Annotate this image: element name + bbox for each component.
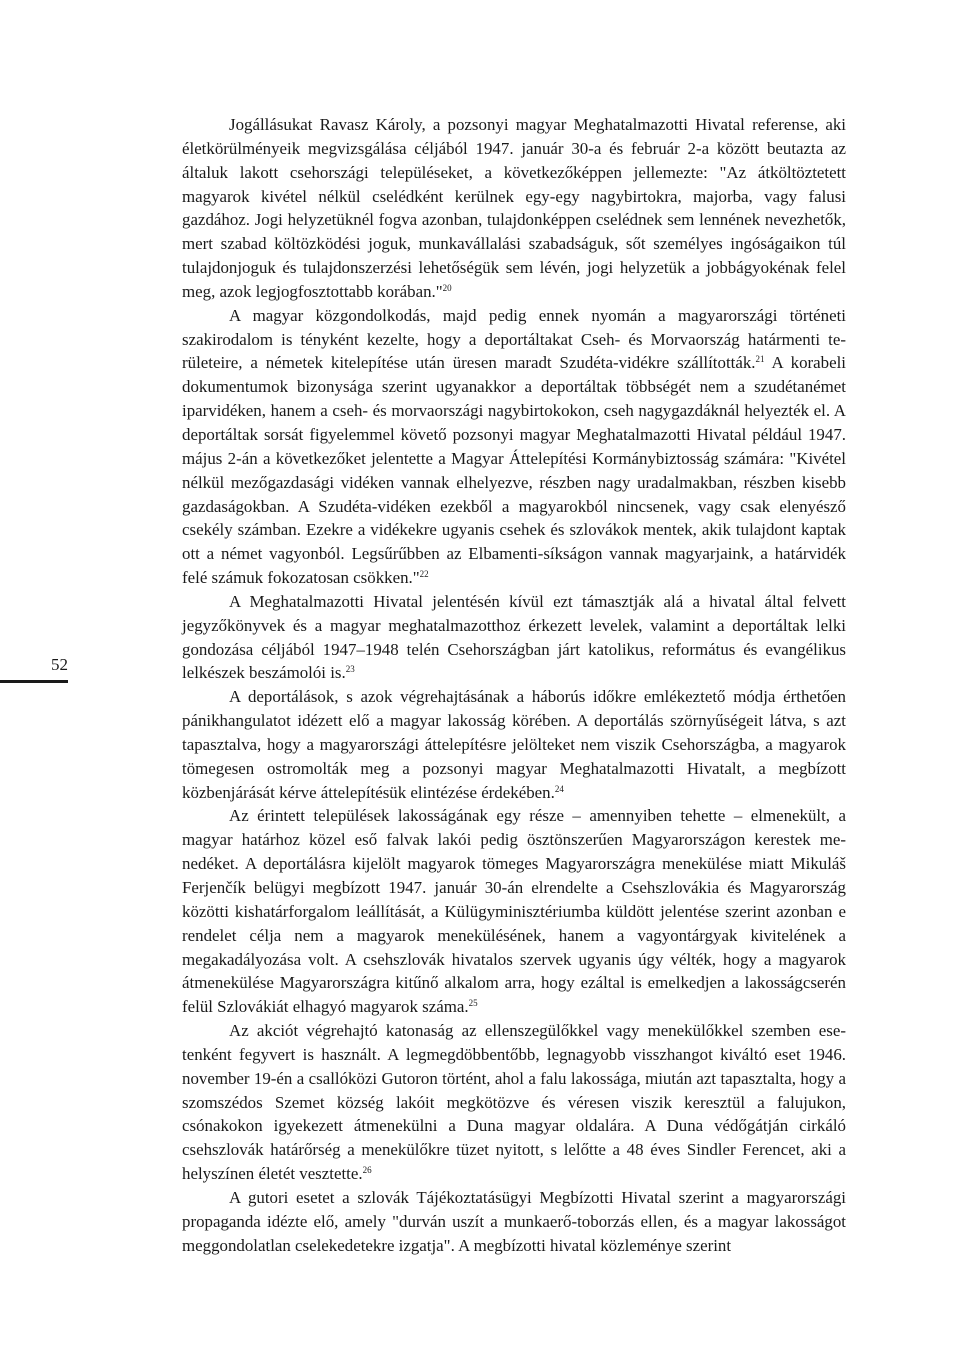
paragraph-text: A magyar közgondolkodás, majd pedig ennek nyomán a magyarországi történeti szakirodalom is tényként kezelte, hogy a deportáltakat Cseh- és Morvaország határmenti területeire, a németek kitelepítése után üresen maradt Szudéta-vidékre szállították.: [182, 305, 846, 373]
paragraph: [182, 804, 846, 1019]
footnote-ref: 25: [468, 998, 478, 1009]
footnote-ref: 22: [419, 569, 429, 580]
paragraph: [182, 685, 846, 804]
footnote-ref: 24: [554, 783, 564, 794]
paragraph-text: A deportálások, s azok végrehajtásának a háborús időkre emlékeztető módja érthetően pánikhangulatot idézett elő a magyar lakosság körében. A deportálás szörnyűségeit látva, s azt tapasztalva, hogy a magyarországi áttelepítésre jelölteket nem viszik Csehországba, a magyarok tömegesen ostromolták meg a pozsonyi magyar Meghatalmazotti Hivatalt, a megbízott közbenjárását kérve áttelepítésük elintézése érdekében.: [182, 687, 846, 802]
page-number-rule: [0, 680, 68, 683]
body-text: [182, 113, 846, 1258]
paragraph-text: Az érintett települések lakosságának egy része – amennyiben tehette – elmenekült, a magyar határhoz közel eső falvak lakói pedig ösztönszerűen Magyarországon kerestek menedéket. A deportálásra kijelölt magyarok tömeges Magyarországra menekülése miatt Mikuláš Ferjenčík belügyi megbízott 1947. január 30-án elrendelte a Csehszlovákia és Magyarország közötti kishatárforgalom leállítását, a Külügyminisztériumba küldött jelentése szerint azonban e rendelet célja nem a magyarok menekülésének, hanem a vagyontárgyak kivitelének a megakadályozása volt. A csehszlovák hivatalos szervek ugyanis úgy vélték, hogy a magyarok átmenekülése Magyarországra kitűnő alkalom arra, hogy ezáltal is emelkedjen a lakosságcserén felül Szlovákiát elhagyó magyarok száma.: [182, 806, 846, 1017]
footnote-ref: 23: [345, 664, 355, 675]
paragraph-text: Az akciót végrehajtó katonaság az ellenszegülőkkel vagy menekülőkkel szemben esetenként fegyvert is használt. A legmegdöbbentőbb, legnagyobb visszhangot kiváltó eset 1946. november 19-én a csallóközi Gutoron történt, ahol a falu lakossága, miután azt tapasztalta, hogy a szomszédos Szemet község lakóit megkötözve és véresen viszik keresztül a falujukon, csónakokon igyekezett átmenekülni a Duna magyar oldalára. A Duna védőgátján cirkáló csehszlovák határőrség a menekülőkre tüzet nyitott, s lelőtte a 48 éves Sindler Ferencet, aki a helyszínen életét vesztette.: [182, 1021, 846, 1184]
paragraph-text: A gutori esetet a szlovák Tájékoztatásügyi Megbízotti Hivatal szerint a magyarországi propaganda idézte elő, amely "durván uszít a munkaerő-toborzás ellen, és a magyar lakosságot meggondolatlan cselekedetekre izgatja". A megbízotti hivatal közleménye szerint: [182, 1187, 846, 1255]
paragraph-text-continued: A korabeli dokumentumok bizonysága szerint ugyanakkor a deportáltak többségét nem a szudétanémet iparvidéken, hanem a cseh- és morvaországi nagybirtokokon, cseh nagygazdáknál helyezték el. A deportáltak sorsát figyelemmel követő pozsonyi magyar Meghatalmazotti Hivatal például 1947. május 2-án a következőket jelentette a Magyar Áttelepítési Kormánybiztosság számára: "Kivétel nélkül mezőgazdasági vidéken vannak elhelyezve, részben nagy uradalmakban, részben kisebb gazdaságokban. A Szudéta-vidéken ezekből a magyarokból nincsenek, vagy csak elenyésző csekély számban. Ezekre a vidékekre ugyanis csehek és szlovákok mentek, akik tulajdont kaptak ott a német vagyonból. Legsűrűbben az Elbamenti-síkságon vannak magyarjaink, a határvidék felé számuk fokozatosan csökken.": [182, 353, 846, 588]
paragraph: [182, 304, 846, 590]
paragraph-text: A Meghatalmazotti Hivatal jelentésén kívül ezt támasztják alá a hivatal által felvett jegyzőkönyvek és a magyar meghatalmazotthoz érkezett levelek, valamint a deportáltak lelki gondozása céljából 1947–1948 telén Csehországban járt katolikus, református és evangélikus lelkészek beszámolói is.: [182, 591, 846, 683]
paragraph: [182, 1186, 846, 1258]
paragraph: [182, 590, 846, 685]
paragraph: [182, 113, 846, 304]
page-number: 52: [51, 655, 68, 674]
paragraph: [182, 1019, 846, 1186]
footnote-ref: 20: [442, 282, 452, 293]
paragraph-text: Jogállásukat Ravasz Károly, a pozsonyi magyar Meghatalmazotti Hivatal referense, aki életkörülményeik megvizsgálása céljából 1947. január 30-a és február 2-a között beutazta az általuk lakott csehországi településeket, a következőképpen jellemezte: "Az átköltöztetett magyarok kivétel nélkül cselédként kerülnek egy-egy nagybirtokra, majorba, vagy falusi gazdához. Jogi helyzetüknél fogva azonban, tulajdonképpen cselédnek sem lennének nevezhetők, mert szabad költözködési joguk, munkavállalási szabadságuk, sőt személyes ingóságaikon túl tulajdonjoguk és tulajdonszerzési lehetőségük sem lévén, jogi helyzetük a jobbágyokénak felel meg, azok legjogfosztottabb korában.": [182, 115, 846, 301]
footnote-ref: 26: [362, 1165, 372, 1176]
footnote-ref: 21: [755, 354, 765, 365]
